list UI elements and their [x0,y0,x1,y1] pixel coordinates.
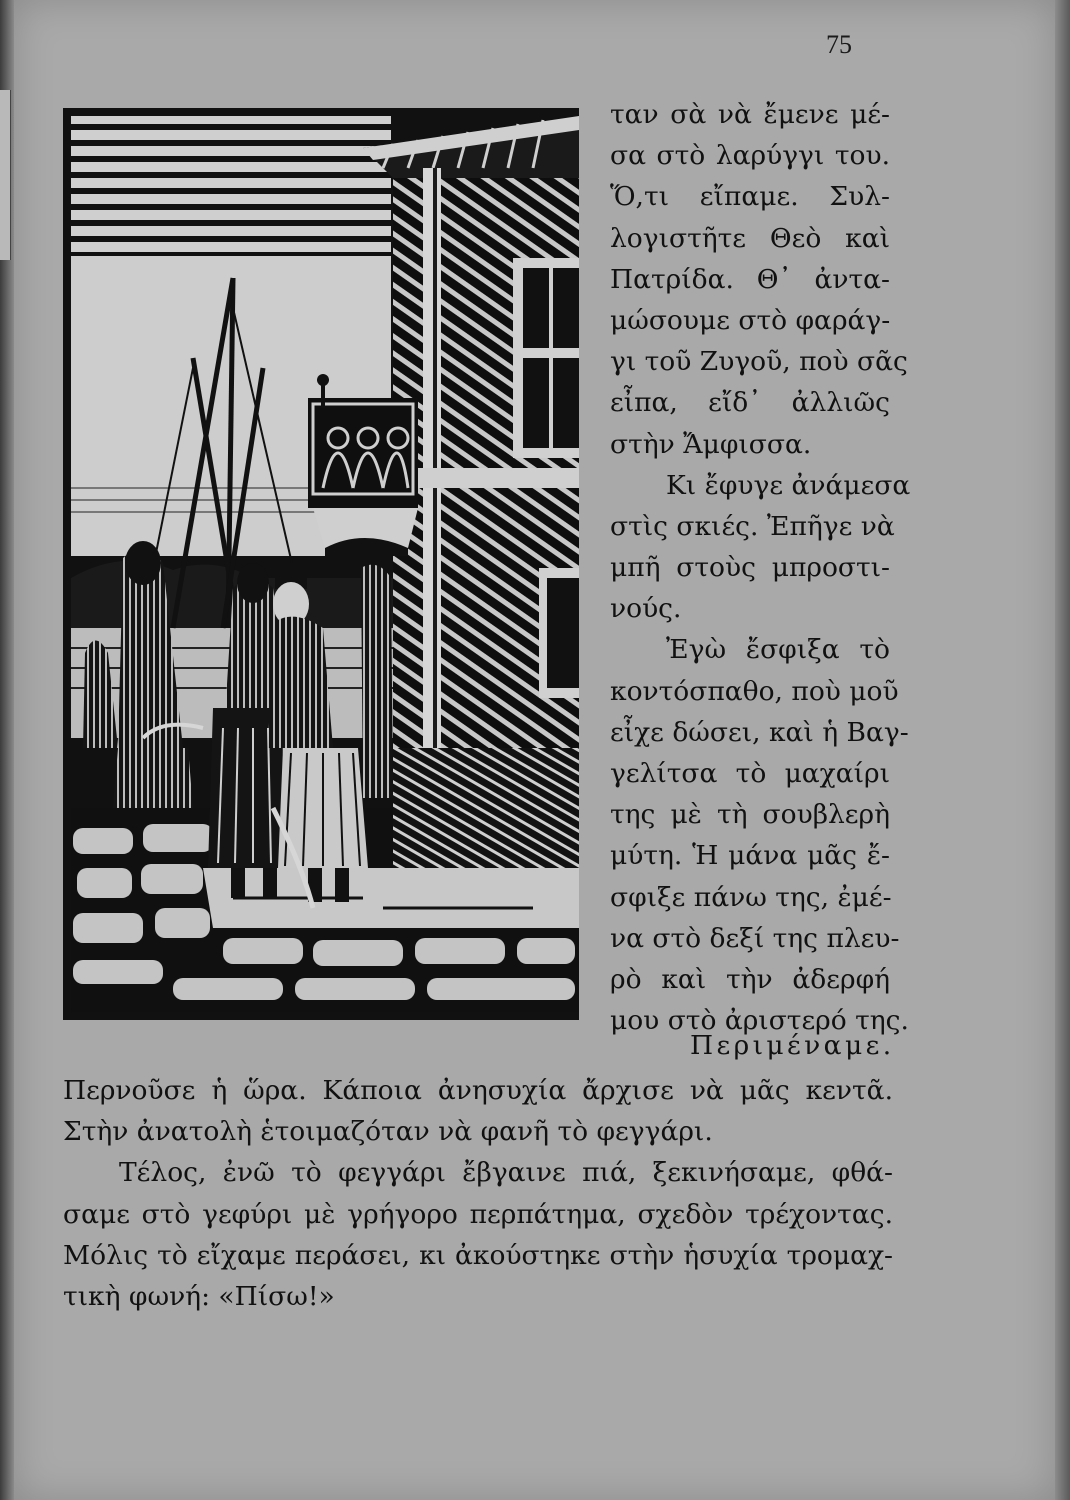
text-line: Τέλος, ἐνῶ τὸ φεγγάρι ἔβγαινε πιά, ξεκινήσαμε, φθά- [119,1157,893,1189]
text-line: γελίτσα τὸ μαχαίρι [610,758,890,789]
text-line: σα στὸ λαρύγγι του. [610,140,890,172]
woodcut-illustration [63,108,579,1020]
text-line: ρὸ καὶ τὴν ἀδερφή [610,963,890,995]
text-line: λογιστῆτε Θεὸ καὶ [610,222,890,254]
spaced-sentence: Περιμέναμε. [690,1030,895,1061]
text-line: εἶπα, εἴδ᾽ ἀλλιῶς [610,387,890,419]
text-line: Ὅ,τι εἴπαμε. Συλ- [610,181,890,213]
text-line: Στὴν ἀνατολὴ ἑτοιμαζόταν νὰ φανῆ τὸ φεγγάρι. [63,1116,713,1148]
text-line: μπῆ στοὺς μπροστι- [610,552,890,584]
text-line: Πατρίδα. Θ᾽ ἀντα- [610,263,890,295]
text-line: στὴν Ἄμφισσα. [610,428,812,460]
text-line: μου στὸ ἀριστερό της. [610,1005,909,1037]
book-tab [0,90,11,260]
text-line: Περνοῦσε ἡ ὥρα. Κάποια ἀνησυχία ἄρχισε νὰ μᾶς κεντᾶ. [63,1075,893,1106]
text-line: κοντόσπαθο, ποὺ μοῦ [610,675,899,707]
scanner-left-edge [0,0,14,1500]
text-line: σφιξε πάνω της, ἐμέ- [610,881,892,913]
side-column-text [610,94,911,1041]
text-line: μώσουμε στὸ φαράγ- [610,304,891,336]
text-line: νούς. [610,593,682,625]
text-line: σαμε στὸ γεφύρι μὲ γρήγορο περπάτημα, σχεδὸν τρέχοντας. [63,1198,893,1230]
text-line: της μὲ τὴ σουβλερὴ [610,799,890,831]
page-number: 75 [826,30,852,59]
text-line: Ἐγὼ ἔσφιξα τὸ [666,634,890,666]
text-line: μύτη. Ἡ μάνα μᾶς ἔ- [610,840,890,872]
text-line: ταν σὰ νὰ ἔμενε μέ- [610,99,890,130]
text-line: Κι ἔφυγε ἀνάμεσα [666,469,911,501]
text-line: τικὴ φωνή: «Πίσω!» [63,1280,335,1312]
text-line: να στὸ δεξί της πλευ- [610,922,900,954]
text-line: εἶχε δώσει, καὶ ἡ Βαγ- [610,716,909,748]
scanner-right-edge [1055,0,1070,1500]
text-line: στὶς σκιές. Ἐπῆγε νὰ [610,510,895,542]
text-line: γι τοῦ Ζυγοῦ, ποὺ σᾶς [610,346,908,378]
text-line: Μόλις τὸ εἴχαμε περάσει, κι ἀκούστηκε στὴν ἡσυχία τρομαχ- [63,1239,893,1271]
full-width-text [63,1070,893,1317]
